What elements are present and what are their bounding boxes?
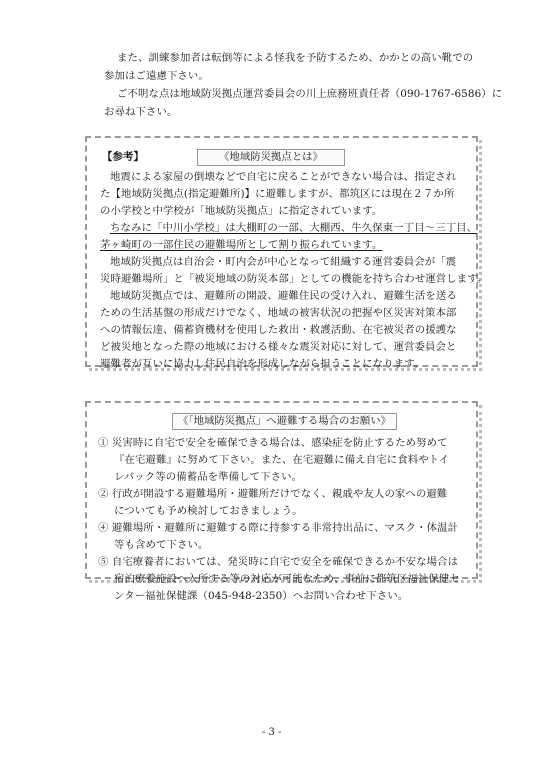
request-line-4: ② 行政が開設する避難場所・避難所だけでなく、親戚や友人の家への避難 [98,488,448,500]
reference-line-12: 避難者が互いに協力し住民自治を形成しながら担うことになります。 [100,358,425,370]
reference-line-2: た【地域防災拠点(指定避難所)】に避難しますが、都筑区には現在２７か所 [100,188,455,200]
reference-line-5: 茅ヶ崎町の一部住民の避難場所として割り振られています。 [100,239,383,251]
request-line-9: 宿泊療養施設へ入所する等の対応が可能なため、事前に都筑区福祉保健セ [114,573,460,585]
reference-line-4: ちなみに「中川小学校」は大棚町の一部、大棚西、牛久保東一丁目〜三丁目、 [110,222,478,234]
reference-label: 【参考】 [102,151,144,163]
reference-line-1: 地震による家屋の倒壊などで自宅に戻ることができない場合は、指定され [110,171,457,183]
reference-line-6: 地域防災拠点は自治会・町内会が中心となって組織する運営委員会が「震 [110,256,457,268]
reference-line-8: 地域防災拠点では、避難所の開設、避難住民の受け入れ、避難生活を送る [110,290,457,302]
request-line-10: ンター福祉保健課（045-948-2350）へお問い合わせ下さい。 [114,590,409,602]
intro-line-3: ご不明な点は地域防災拠点運営委員会の川上庶務班責任者（090-1767-6586）に [117,88,503,100]
reference-line-3: の小学校と中学校が「地域防災拠点」に指定されています。 [100,205,383,217]
request-line-2: 『在宅避難』に努めて下さい。また、在宅避難に備え自宅に食料やトイ [114,454,449,466]
request-line-8: ⑤ 自宅療養者においては、発災時に自宅で安全を確保できるか不安な場合は [98,556,459,568]
request-line-3: レパック等の備蓄品を準備して下さい。 [114,471,303,483]
intro-line-1: また、訓練参加者は転倒等による怪我を予防するため、かかとの高い靴での [117,52,474,64]
intro-line-2: 参加はご遠慮下さい。 [104,70,209,82]
page-number: - 3 - [262,727,282,738]
request-line-6: ④ 避難場所・避難所に避難する際に持参する非常持出品に、マスク・体温計 [98,522,459,534]
intro-line-4: お尋ね下さい。 [104,106,178,118]
request-line-5: についても予め検討しておきましょう。 [114,505,303,517]
reference-title: 《地域防災拠点とは》 [197,149,345,166]
reference-line-11: ど被災地となった際の地域における様々な震災対応に対して、運営委員会と [100,341,457,353]
request-title: 《「地域防災拠点」へ避難する場合のお願い》 [172,413,397,430]
reference-line-10: への情報伝達、備蓄資機材を使用した救出・救護活動、在宅被災者の援護な [100,324,457,336]
request-line-1: ① 災害時に自宅で安全を確保できる場合は、感染症を防止するため努めて [98,437,448,449]
request-line-7: 等も含めて下さい。 [114,539,209,551]
reference-line-7: 災時避難場所」と「被災地域の防災本部」としての機能を持ち合わせ運営します。 [100,273,488,285]
reference-line-9: ための生活基盤の形成だけでなく、地域の被害状況の把握や区災害対策本部 [100,307,457,319]
